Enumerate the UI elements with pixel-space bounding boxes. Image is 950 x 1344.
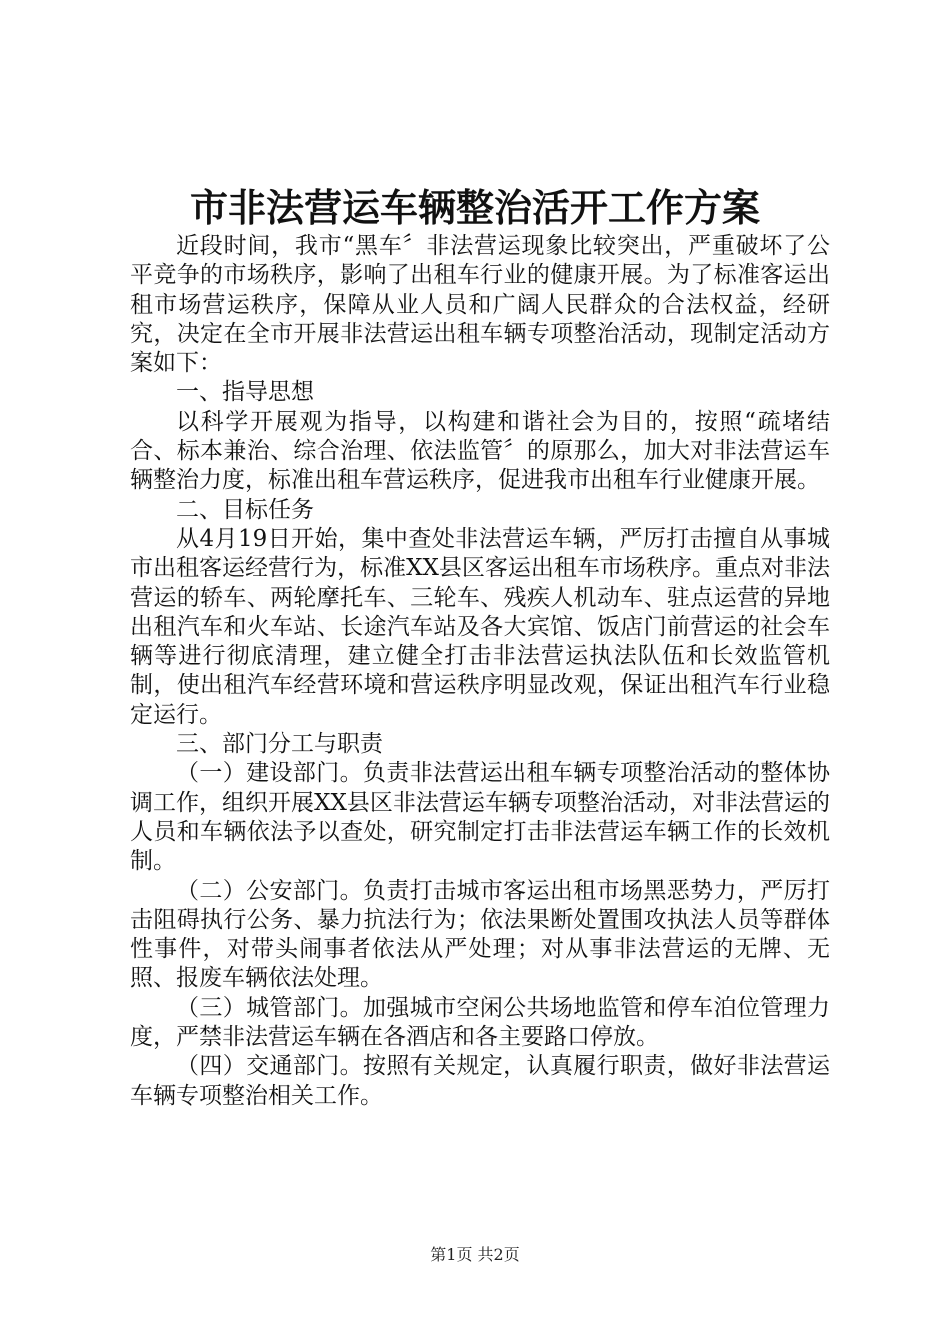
document-title: 市非法营运车辆整治活开工作方案 xyxy=(189,185,760,230)
section-heading-division: 三、部门分工与职责 xyxy=(176,731,383,758)
paragraph-goals: 从4月19日开始，集中查处非法营运车辆，严厉打击擅自从事城市出租客运经营行为，标准XX县区客运出租车市场秩序。重点对非法营运的轿车、两轮摩托车、三轮车、残疾人机动车、驻点运营的异地出租汽车和火车站、长途汽车站及各大宾馆、饭店门前营运的社会车辆等进行彻底清理，建立健全打击非法营运执法队伍和长效监管机制，使出租汽车经营环境和营运秩序明显改观，保证出租汽车行业稳定运行。 xyxy=(130,525,830,728)
document-body xyxy=(130,232,830,1111)
section-heading-goals: 二、目标任务 xyxy=(176,496,314,523)
paragraph-urban-management-dept: （三）城管部门。加强城市空闲公共场地监管和停车泊位管理力度，严禁非法营运车辆在各酒店和各主要路口停放。 xyxy=(130,994,830,1051)
paragraph-public-security-dept: （二）公安部门。负责打击城市客运出租市场黑恶势力，严厉打击阻碍执行公务、暴力抗法行为；依法果断处置围攻执法人员等群体性事件，对带头闹事者依法从严处理；对从事非法营运的无牌、无照、报废车辆依法处理。 xyxy=(130,877,830,992)
paragraph-transport-dept: （四）交通部门。按照有关规定，认真履行职责，做好非法营运车辆专项整治相关工作。 xyxy=(130,1053,830,1109)
paragraph-intro: 近段时间，我市“黑车〞非法营运现象比较突出，严重破坏了公平竞争的市场秩序，影响了出租车行业的健康开展。为了标准客运出租市场营运秩序，保障从业人员和广阔人民群众的合法权益，经研究，决定在全市开展非法营运出租车辆专项整治活动，现制定活动方案如下： xyxy=(130,233,830,377)
paragraph-construction-dept: （一）建设部门。负责非法营运出租车辆专项整治活动的整体协调工作，组织开展XX县区非法营运车辆专项整治活动，对非法营运的人员和车辆依法予以查处，研究制定打击非法营运车辆工作的长效机制。 xyxy=(130,760,830,875)
section-heading-guiding-thought: 一、指导思想 xyxy=(176,379,314,406)
page-footer: 第1页 共2页 xyxy=(430,1245,520,1264)
paragraph-guiding-thought: 以科学开展观为指导，以构建和谐社会为目的，按照“疏堵结合、标本兼治、综合治理、依法监管〞的原那么，加大对非法营运车辆整治力度，标准出租车营运秩序，促进我市出租车行业健康开展。 xyxy=(130,408,830,494)
